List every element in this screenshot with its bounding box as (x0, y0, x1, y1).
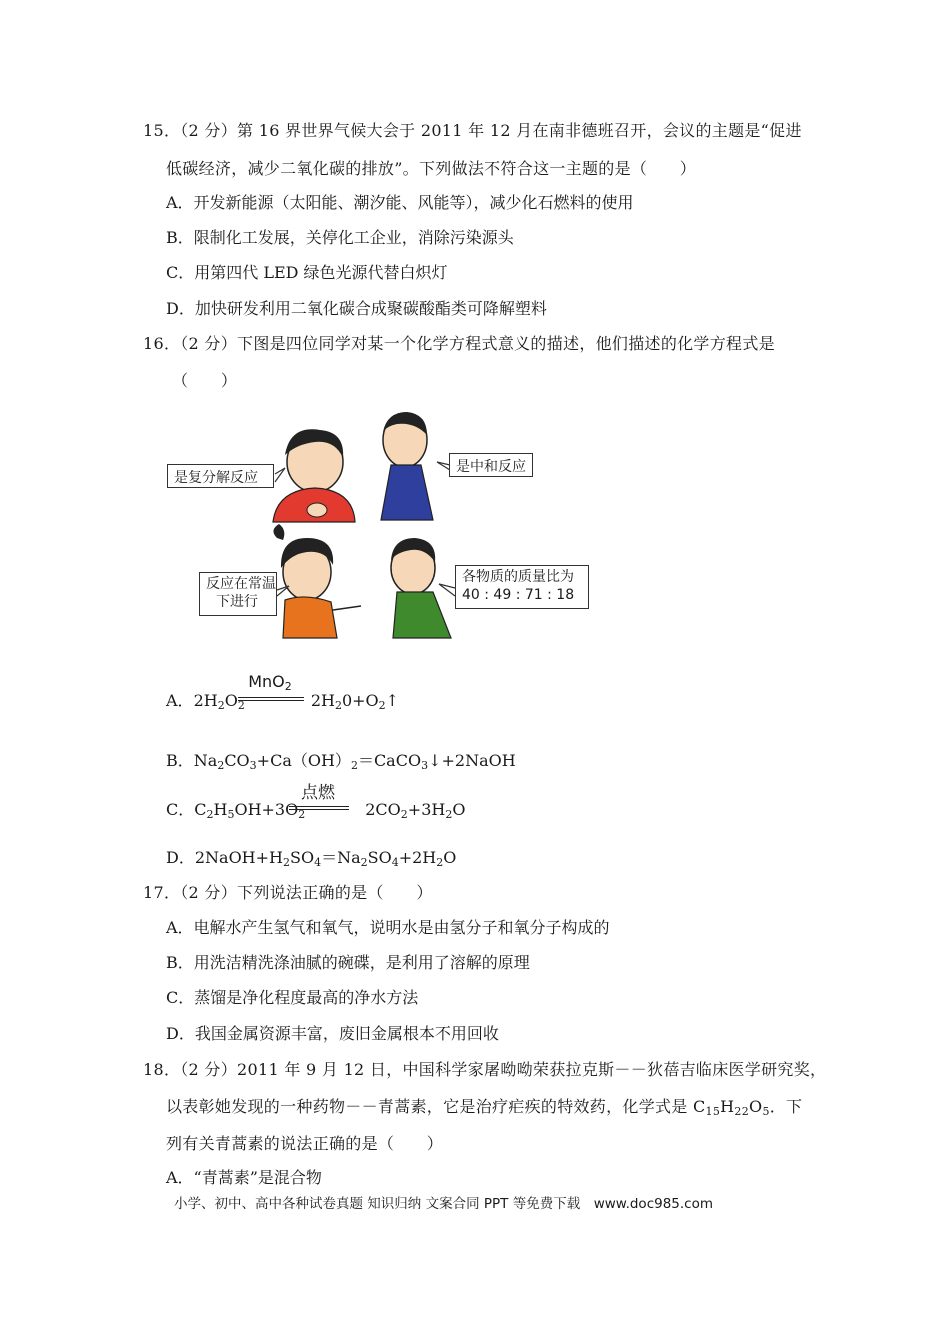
bubble-text-line2: 40 : 49 : 71 : 18 (462, 587, 575, 603)
student-green-shirt-figure (391, 538, 451, 638)
q18-stem-line1: 18．（2 分）2011 年 9 月 12 日，中国科学家屠呦呦荣获拉克斯－－狄蓓吉临床医学研究奖， (143, 1060, 827, 1079)
q18-stem-line2: 以表彰她发现的一种药物－－青蒿素，它是治疗疟疾的特效药，化学式是 $C_{15}H_{22}O_5$．下 (166, 1097, 803, 1118)
equation-lhs: $2H_2O_2$ (193, 691, 245, 712)
q15-option-d: D．加快研发利用二氧化碳合成聚碳酸酯类可降解塑料 (166, 299, 547, 318)
q17-option-d: D．我国金属资源丰富，废旧金属根本不用回收 (166, 1024, 499, 1043)
student-red-shirt-figure (273, 429, 355, 522)
ignition-condition-label: 点燃 (301, 783, 335, 803)
q16-stem-line2: （ ） (172, 371, 238, 390)
option-label: B． (166, 751, 194, 770)
q18-option-a: A．“青蒿素”是混合物 (166, 1168, 322, 1187)
equals-sign-long (238, 697, 304, 701)
option-label: C． (166, 800, 195, 819)
student-orange-shirt-figure (273, 524, 361, 638)
q16-option-b (166, 748, 516, 771)
q17-option-a: A．电解水产生氢气和氧气，说明水是由氢分子和氧分子构成的 (166, 918, 610, 937)
equation: $2NaOH+H_2SO_4=Na_2SO_4+2H_2O$ (194, 848, 457, 869)
q18-line2-text: 以表彰她发现的一种药物－－青蒿素，它是治疗疟疾的特效药，化学式是 C (166, 1097, 706, 1116)
q15-stem-line2: 低碳经济，减少二氧化碳的排放”。下列做法不符合这一主题的是（ ） (166, 159, 697, 178)
speech-bubble-double-decomposition: 是复分解反应 (167, 464, 274, 488)
q17-option-b: B．用洗洁精洗涤油腻的碗碟，是利用了溶解的原理 (166, 953, 530, 972)
speech-bubble-mass-ratio (455, 565, 589, 609)
q16-option-d (166, 845, 456, 868)
q15-option-c: C．用第四代 LED 绿色光源代替白炽灯 (166, 263, 448, 282)
speech-bubble-neutralization: 是中和反应 (449, 453, 533, 477)
equation: $Na_2CO_3+Ca(OH)_2=CaCO_3↓+2NaOH$ (193, 751, 516, 772)
four-students-illustration (165, 410, 605, 645)
q17-option-c: C．蒸馏是净化程度最高的净水方法 (166, 988, 419, 1007)
bubble-text-line1: 反应在常温 (206, 576, 276, 592)
option-label: D． (166, 848, 195, 867)
bubble-text-line1: 各物质的质量比为 (462, 569, 574, 585)
q18-stem-line3: 列有关青蒿素的说法正确的是（ ） (166, 1134, 444, 1153)
equation-rhs: $2CO_2+3H_2O$ (365, 800, 466, 821)
equation-rhs: $2H_20+O_2↑$ (310, 691, 400, 712)
equals-sign-long (289, 806, 349, 810)
q15-option-a: A．开发新能源（太阳能、潮汐能、风能等），减少化石燃料的使用 (166, 193, 634, 212)
catalyst-label: MnO$_2$ (248, 672, 292, 693)
q17-stem: 17．（2 分）下列说法正确的是（ ） (143, 883, 433, 902)
q16-stem-line1: 16．（2 分）下图是四位同学对某一个化学方程式意义的描述，他们描述的化学方程式是 (143, 334, 775, 353)
page-footer: 小学、初中、高中各种试卷真题 知识归纳 文案合同 PPT 等免费下载 www.doc985.com (174, 1196, 714, 1212)
q15-stem-line1: 15．（2 分）第 16 界世界气候大会于 2011 年 12 月在南非德班召开，会议的主题是“促进 (143, 121, 802, 140)
speech-bubble-room-temperature (199, 572, 277, 616)
bubble-text-line2: 下进行 (216, 594, 258, 610)
student-blue-shirt-figure (381, 412, 433, 520)
q15-option-b: B．限制化工发展，关停化工企业，消除污染源头 (166, 228, 514, 247)
equation-lhs: $C_2H_5OH+3O_2$ (194, 800, 306, 821)
option-label: A． (166, 691, 194, 710)
